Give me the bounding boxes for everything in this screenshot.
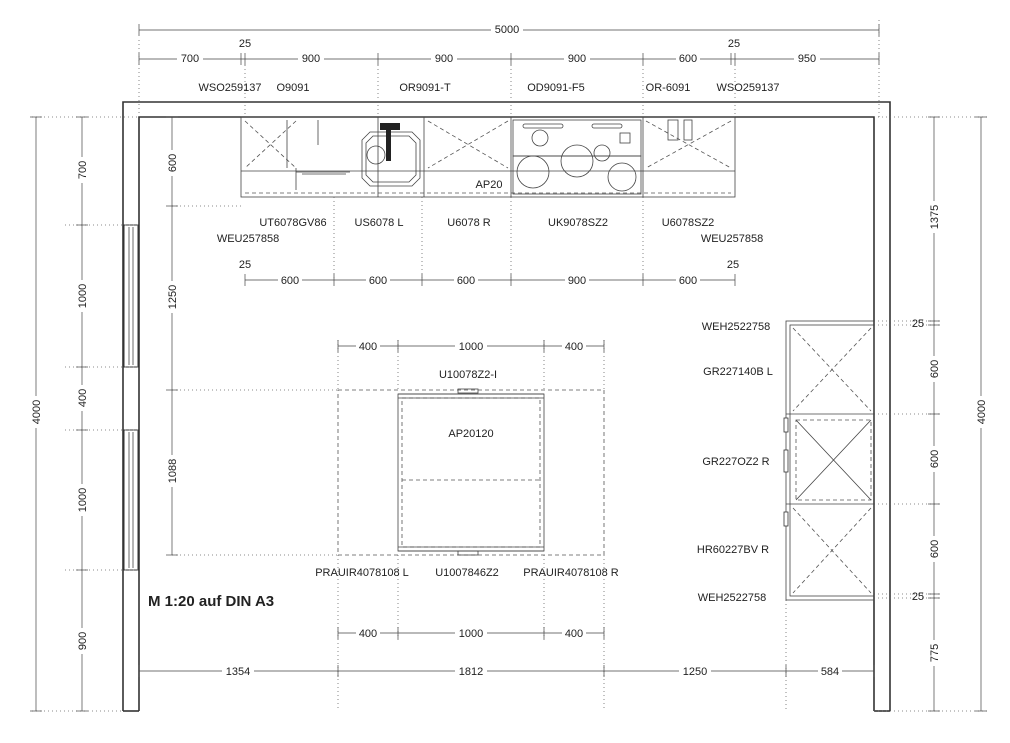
dim-right-seg-3: 600 bbox=[929, 449, 941, 469]
label-uk9078: UK9078SZ2 bbox=[548, 217, 608, 229]
top-dimension-total bbox=[139, 23, 879, 36]
dim-right-gap-bottom: 25 bbox=[911, 591, 925, 603]
dim-top-gap-right: 25 bbox=[727, 38, 741, 50]
wall-unit-labels bbox=[199, 82, 780, 94]
label-weu-left: WEU257858 bbox=[216, 233, 280, 245]
dim-top-seg-5: 600 bbox=[678, 53, 698, 65]
label-u6078r: U6078 R bbox=[447, 217, 491, 229]
island-top-dimensions bbox=[338, 339, 604, 353]
label-o9091: O9091 bbox=[276, 82, 310, 94]
dim-right-total: 4000 bbox=[976, 399, 988, 425]
dim-counter-4: 900 bbox=[567, 275, 587, 287]
label-prauir-left: PRAUIR4078108 L bbox=[315, 567, 409, 579]
label-ap20: AP20 bbox=[475, 179, 503, 191]
label-us6078: US6078 L bbox=[354, 217, 404, 229]
window-left-lower bbox=[124, 430, 138, 570]
label-od9091f5: OD9091-F5 bbox=[527, 82, 585, 94]
dim-top-seg-3: 900 bbox=[434, 53, 454, 65]
dim-counter-gap-left: 25 bbox=[238, 259, 252, 271]
label-hr60227bv: HR60227BV R bbox=[696, 544, 770, 556]
dim-top-seg-2: 900 bbox=[301, 53, 321, 65]
bottom-dimensions bbox=[139, 664, 874, 678]
label-u1007846z2: U1007846Z2 bbox=[435, 567, 499, 579]
dim-left-seg-5: 900 bbox=[77, 631, 89, 651]
hob-burners bbox=[513, 120, 641, 194]
dim-right-gap-top: 25 bbox=[911, 318, 925, 330]
label-gr227oz2: GR227OZ2 R bbox=[702, 456, 770, 468]
dim-top-seg-1: 700 bbox=[180, 53, 200, 65]
label-weh-bottom: WEH2522758 bbox=[697, 592, 767, 604]
dim-top-gap-left: 25 bbox=[238, 38, 252, 50]
back-counter bbox=[241, 117, 735, 197]
dim-inner-left-1: 600 bbox=[167, 153, 179, 173]
dim-inner-left-2: 1250 bbox=[167, 284, 179, 310]
dim-bottom-3: 1250 bbox=[682, 666, 708, 678]
dim-right-seg-1: 1375 bbox=[929, 204, 941, 230]
inner-left-dimensions bbox=[164, 117, 180, 555]
dim-counter-3: 600 bbox=[456, 275, 476, 287]
dim-bottom-4: 584 bbox=[820, 666, 840, 678]
dim-top-total: 5000 bbox=[494, 24, 520, 36]
label-weh-top: WEH2522758 bbox=[701, 321, 771, 333]
label-gr227140b: GR227140B L bbox=[703, 366, 773, 378]
dim-top-seg-4: 900 bbox=[567, 53, 587, 65]
dim-bottom-1: 1354 bbox=[225, 666, 251, 678]
faucet-icon bbox=[380, 123, 400, 161]
counter-dimensions bbox=[239, 259, 739, 287]
kitchen-island bbox=[338, 369, 604, 555]
label-ap20120: AP20120 bbox=[448, 428, 494, 440]
dim-top-seg-6: 950 bbox=[797, 53, 817, 65]
label-or9091t: OR9091-T bbox=[399, 82, 451, 94]
label-wso-left: WSO259137 bbox=[198, 82, 262, 94]
dim-counter-gap-right: 25 bbox=[726, 259, 740, 271]
dim-island-bottom-2: 1000 bbox=[458, 628, 484, 640]
island-bottom-labels bbox=[315, 567, 619, 579]
window-left-upper bbox=[124, 225, 138, 367]
island-bottom-dimensions bbox=[338, 626, 604, 640]
label-u10078z2: U10078Z2-I bbox=[438, 369, 498, 381]
label-wso-right: WSO259137 bbox=[716, 82, 780, 94]
dim-counter-1: 600 bbox=[280, 275, 300, 287]
label-or6091: OR-6091 bbox=[645, 82, 691, 94]
dim-left-seg-2: 1000 bbox=[77, 283, 89, 309]
dim-right-seg-2: 600 bbox=[929, 359, 941, 379]
right-dimension-total bbox=[973, 117, 989, 711]
dim-left-seg-1: 700 bbox=[77, 160, 89, 180]
dim-island-top-3: 400 bbox=[564, 341, 584, 353]
scale-note: M 1:20 auf DIN A3 bbox=[148, 593, 275, 610]
dim-island-bottom-3: 400 bbox=[564, 628, 584, 640]
dim-counter-2: 600 bbox=[368, 275, 388, 287]
tall-units bbox=[784, 321, 874, 600]
dim-inner-left-3: 1088 bbox=[167, 458, 179, 484]
dim-island-top-2: 1000 bbox=[458, 341, 484, 353]
dim-right-seg-5: 775 bbox=[929, 643, 941, 663]
left-dimension-segments bbox=[74, 117, 90, 711]
label-prauir-right: PRAUIR4078108 R bbox=[523, 567, 619, 579]
label-weu-right: WEU257858 bbox=[700, 233, 764, 245]
dim-island-top-1: 400 bbox=[358, 341, 378, 353]
label-u6078sz2: U6078SZ2 bbox=[661, 217, 715, 229]
base-unit-labels bbox=[217, 217, 763, 245]
dim-right-seg-4: 600 bbox=[929, 539, 941, 559]
dim-left-total: 4000 bbox=[31, 399, 43, 425]
dim-left-seg-3: 400 bbox=[77, 388, 89, 408]
dim-bottom-2: 1812 bbox=[458, 666, 484, 678]
label-ut6078: UT6078GV86 bbox=[259, 217, 327, 229]
tall-unit-labels bbox=[697, 321, 773, 604]
dim-island-bottom-1: 400 bbox=[358, 628, 378, 640]
dim-counter-5: 600 bbox=[678, 275, 698, 287]
left-dimension-total bbox=[28, 117, 44, 711]
dim-left-seg-4: 1000 bbox=[77, 487, 89, 513]
top-dimension-segments bbox=[139, 38, 879, 65]
